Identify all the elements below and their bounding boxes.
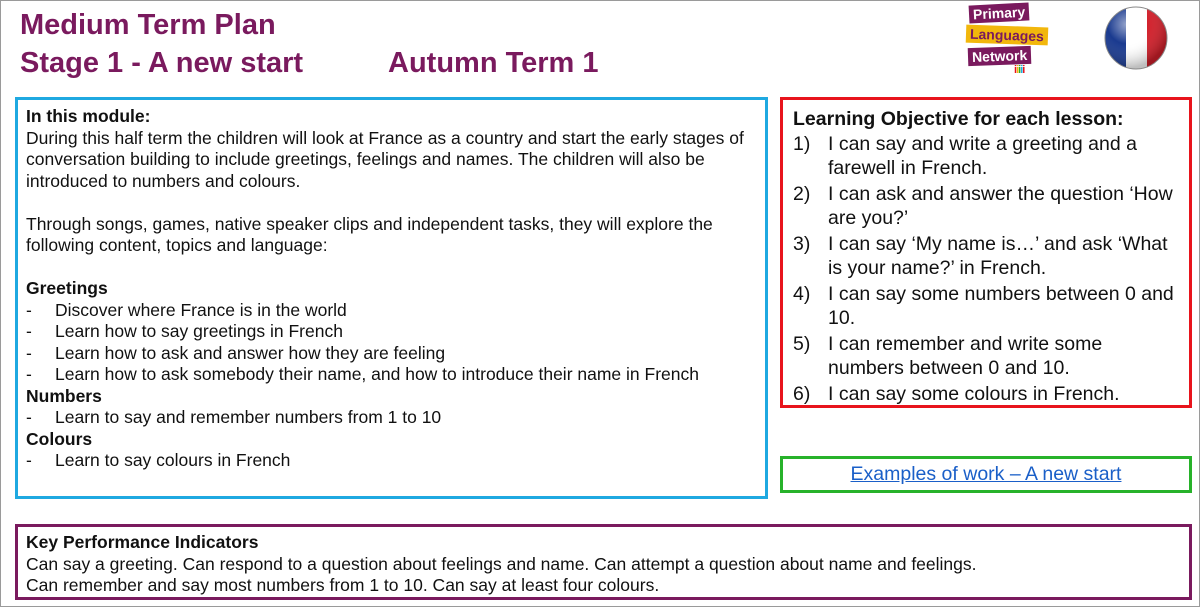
logo-people-icon: iiiii bbox=[1014, 64, 1025, 76]
examples-box bbox=[780, 456, 1192, 493]
list-item bbox=[26, 300, 757, 322]
list-item-text: Learn how to say greetings in French bbox=[55, 321, 343, 341]
section-title: Numbers bbox=[26, 385, 102, 406]
bullet-dash: - bbox=[26, 321, 32, 341]
kpi-line-2: Can remember and say most numbers from 1 to 10. Can say at least four colours. bbox=[26, 575, 660, 595]
logo-line-2: Languages bbox=[966, 25, 1048, 46]
page-title: Medium Term Plan bbox=[20, 9, 276, 41]
objective-item bbox=[793, 182, 1179, 231]
objective-number: 2) bbox=[793, 182, 811, 205]
objective-number: 6) bbox=[793, 382, 811, 405]
objective-text: I can ask and answer the question ‘How are you?’ bbox=[828, 182, 1173, 229]
stage-title: Stage 1 - A new start bbox=[20, 47, 304, 79]
list-item-text: Learn to say colours in French bbox=[55, 450, 291, 470]
list-item-text: Learn how to ask somebody their name, and how to introduce their name in French bbox=[55, 364, 699, 384]
list-item bbox=[26, 364, 757, 386]
logo-line-3: Network bbox=[968, 46, 1032, 66]
french-flag-icon bbox=[1103, 5, 1169, 71]
objective-item bbox=[793, 132, 1179, 181]
objectives-title: Learning Objective for each lesson: bbox=[793, 108, 1124, 130]
objective-item bbox=[793, 232, 1179, 281]
objective-number: 5) bbox=[793, 332, 811, 355]
objective-number: 1) bbox=[793, 132, 811, 155]
objective-text: I can say some numbers between 0 and 10. bbox=[828, 282, 1174, 329]
objective-text: I can say and write a greeting and a farewell in French. bbox=[828, 132, 1137, 179]
objective-item bbox=[793, 382, 1179, 407]
module-sections bbox=[26, 278, 757, 472]
section-title: Colours bbox=[26, 428, 93, 449]
module-intro-2: Through songs, games, native speaker clips and independent tasks, they will explore the following content, topics and language: bbox=[26, 213, 713, 255]
list-item-text: Learn how to ask and answer how they are feeling bbox=[55, 342, 446, 363]
bullet-dash: - bbox=[26, 364, 32, 384]
objective-text: I can say ‘My name is…’ and ask ‘What is your name?’ in French. bbox=[828, 232, 1168, 279]
kpi-box bbox=[15, 524, 1192, 600]
objective-item bbox=[793, 332, 1179, 381]
objectives-list bbox=[793, 132, 1179, 407]
list-item-text: Learn to say and remember numbers from 1 to 10 bbox=[55, 407, 442, 427]
term-title: Autumn Term 1 bbox=[388, 47, 599, 79]
bullet-dash: - bbox=[26, 407, 32, 427]
list-item bbox=[26, 321, 757, 343]
module-description-box bbox=[15, 97, 768, 499]
list-item bbox=[26, 343, 757, 365]
objective-number: 3) bbox=[793, 232, 811, 255]
objective-text: I can remember and write some numbers between 0 and 10. bbox=[828, 332, 1103, 379]
list-item bbox=[26, 450, 757, 472]
learning-objectives-box bbox=[780, 97, 1192, 408]
list-item bbox=[26, 407, 757, 429]
objective-number: 4) bbox=[793, 282, 811, 305]
kpi-title: Key Performance Indicators bbox=[26, 532, 259, 552]
objective-text: I can say some colours in French. bbox=[828, 382, 1120, 405]
objective-item bbox=[793, 282, 1179, 331]
primary-languages-network-logo bbox=[966, 2, 1058, 80]
kpi-line-1: Can say a greeting. Can respond to a question about feelings and name. Can attempt a question about name and feelings. bbox=[26, 553, 977, 574]
bullet-dash: - bbox=[26, 299, 32, 320]
bullet-dash: - bbox=[26, 450, 32, 470]
list-item-text: Discover where France is in the world bbox=[55, 299, 347, 320]
section-title: Greetings bbox=[26, 278, 108, 298]
module-heading: In this module: bbox=[26, 106, 151, 126]
examples-of-work-link[interactable]: Examples of work – A new start bbox=[850, 463, 1122, 485]
module-intro: During this half term the children will look at France as a country and start the early stages of conversation building to include greetings, feelings and names. The children will also be introduced to numbers and colours. bbox=[26, 127, 744, 191]
bullet-dash: - bbox=[26, 342, 32, 363]
logo-line-1: Primary bbox=[969, 2, 1030, 23]
